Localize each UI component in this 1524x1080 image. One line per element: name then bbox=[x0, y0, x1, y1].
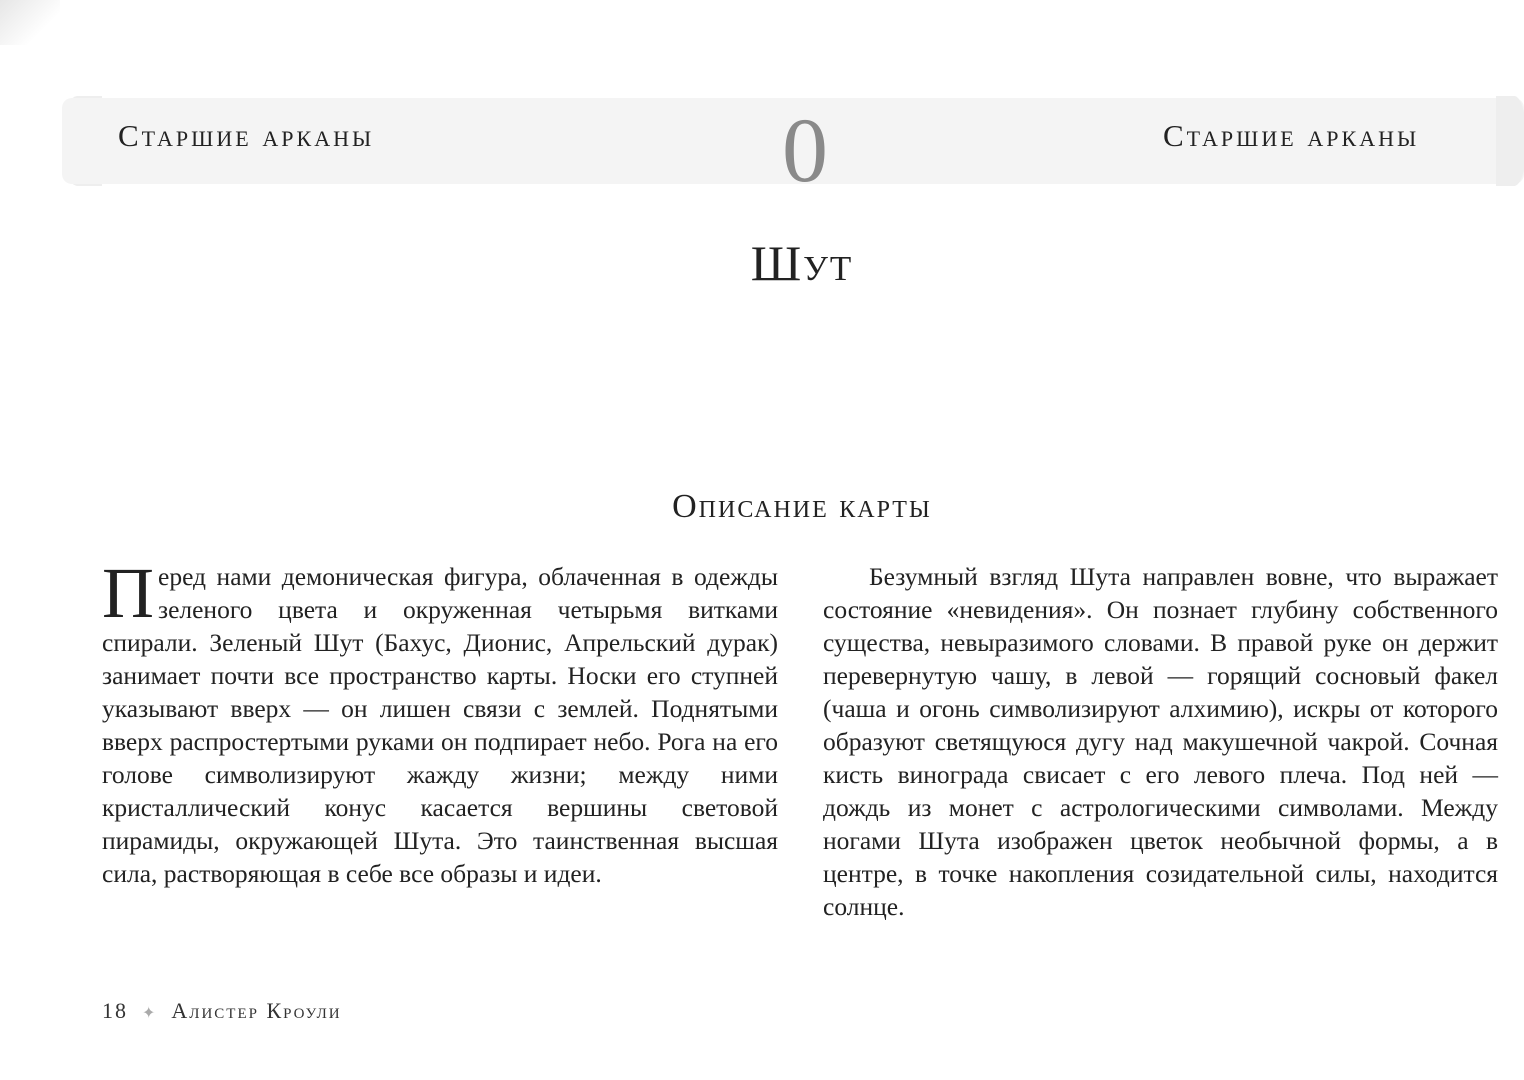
page-corner-shadow bbox=[0, 0, 60, 45]
author-name: Алистер Кроули bbox=[171, 998, 342, 1023]
page-number: 18 bbox=[102, 998, 128, 1023]
right-column bbox=[823, 560, 1498, 923]
header-left-title: Старшие арканы bbox=[118, 118, 375, 153]
page-footer bbox=[102, 998, 342, 1024]
arcana-number: 0 bbox=[782, 99, 828, 201]
left-paragraph bbox=[102, 553, 778, 890]
header-right-title: Старшие арканы bbox=[1163, 118, 1420, 153]
drop-cap: П bbox=[102, 553, 154, 633]
card-title: Шут bbox=[750, 235, 854, 291]
banner-right-scroll bbox=[1496, 96, 1524, 186]
ornament-icon: ✦ bbox=[142, 1004, 158, 1022]
left-column bbox=[102, 553, 778, 890]
left-paragraph-text: еред нами демоническая фигура, облаченная в одежды зеленого цвета и окруженная четырьмя витками спирали. Зеленый Шут (Бахус, Дионис, Апрельский дурак) занимает почти все пространство карты. Носки его ступней указывают вверх — он лишен связи с землей. Поднятыми вверх распростертыми руками он подпирает небо. Рога на его голове символизируют жажду жизни; между ними кристаллический конус касается вершины световой пирамиды, окружающей Шута. Это таинственная высшая сила, растворяющая в себе все образы и идеи. bbox=[102, 562, 778, 888]
right-paragraph: Безумный взгляд Шута направлен вовне, что выражает состояние «невидения». Он познает глубину собственного существа, невыразимого словами. В правой руке он держит перевернутую чашу, в левой — горящий сосновый факел (чаша и огонь символизируют алхимию), искры от которого образуют светящуюся дугу над макушечной чакрой. Сочная кисть винограда свисает с его левого плеча. Под ней — дождь из монет с астрологическими символами. Между ногами Шута изображен цветок необычной формы, а в центре, в точке накопления созидательной силы, находится солнце. bbox=[823, 562, 1498, 921]
section-title: Описание карты bbox=[672, 488, 932, 525]
